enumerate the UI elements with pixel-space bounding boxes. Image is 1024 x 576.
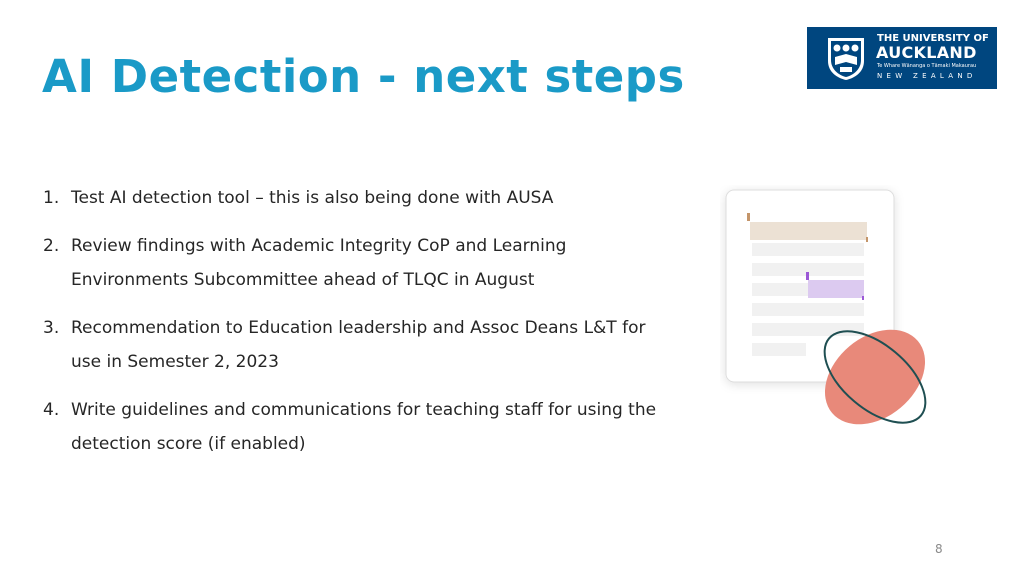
logo-line-2: AUCKLAND — [876, 43, 977, 62]
list-item-number: 3. — [43, 318, 60, 338]
list-item-text: Test AI detection tool – this is also being done with AUSA — [71, 188, 554, 208]
crest-icon — [825, 35, 867, 81]
highlighted-line — [750, 222, 867, 240]
slide-title: AI Detection - next steps — [42, 50, 685, 103]
placeholder-line — [752, 243, 864, 256]
placeholder-line — [752, 303, 864, 316]
list-item-number: 2. — [43, 236, 60, 256]
selection-cursor-end — [862, 296, 864, 300]
placeholder-line — [752, 323, 864, 336]
text-cursor-end — [866, 237, 868, 242]
placeholder-line — [752, 343, 806, 356]
list-item — [43, 181, 663, 215]
list-item — [43, 229, 663, 297]
list-item-text: Write guidelines and communications for teaching staff for using the detection score (if enabled) — [71, 400, 657, 454]
selection-cursor-start — [806, 272, 809, 280]
logo-line-1: THE UNIVERSITY OF — [877, 33, 989, 44]
text-cursor-start — [747, 213, 750, 221]
logo-line-4: NEW ZEALAND — [877, 72, 977, 80]
next-steps-list — [43, 181, 663, 475]
placeholder-line — [752, 283, 808, 296]
document-detection-illustration — [720, 185, 940, 430]
list-item — [43, 393, 663, 461]
page-number: 8 — [935, 542, 943, 556]
list-item-text: Review findings with Academic Integrity CoP and Learning Environments Subcommittee ahead of TLQC in August — [71, 236, 567, 290]
list-item-number: 4. — [43, 400, 60, 420]
logo-line-3: Te Whare Wānanga o Tāmaki Makaurau — [877, 63, 977, 69]
list-item-text: Recommendation to Education leadership and Assoc Deans L&T for use in Semester 2, 2023 — [71, 318, 646, 372]
list-item-number: 1. — [43, 188, 60, 208]
list-item — [43, 311, 663, 379]
selection-highlight — [808, 280, 864, 298]
university-logo — [807, 27, 997, 89]
